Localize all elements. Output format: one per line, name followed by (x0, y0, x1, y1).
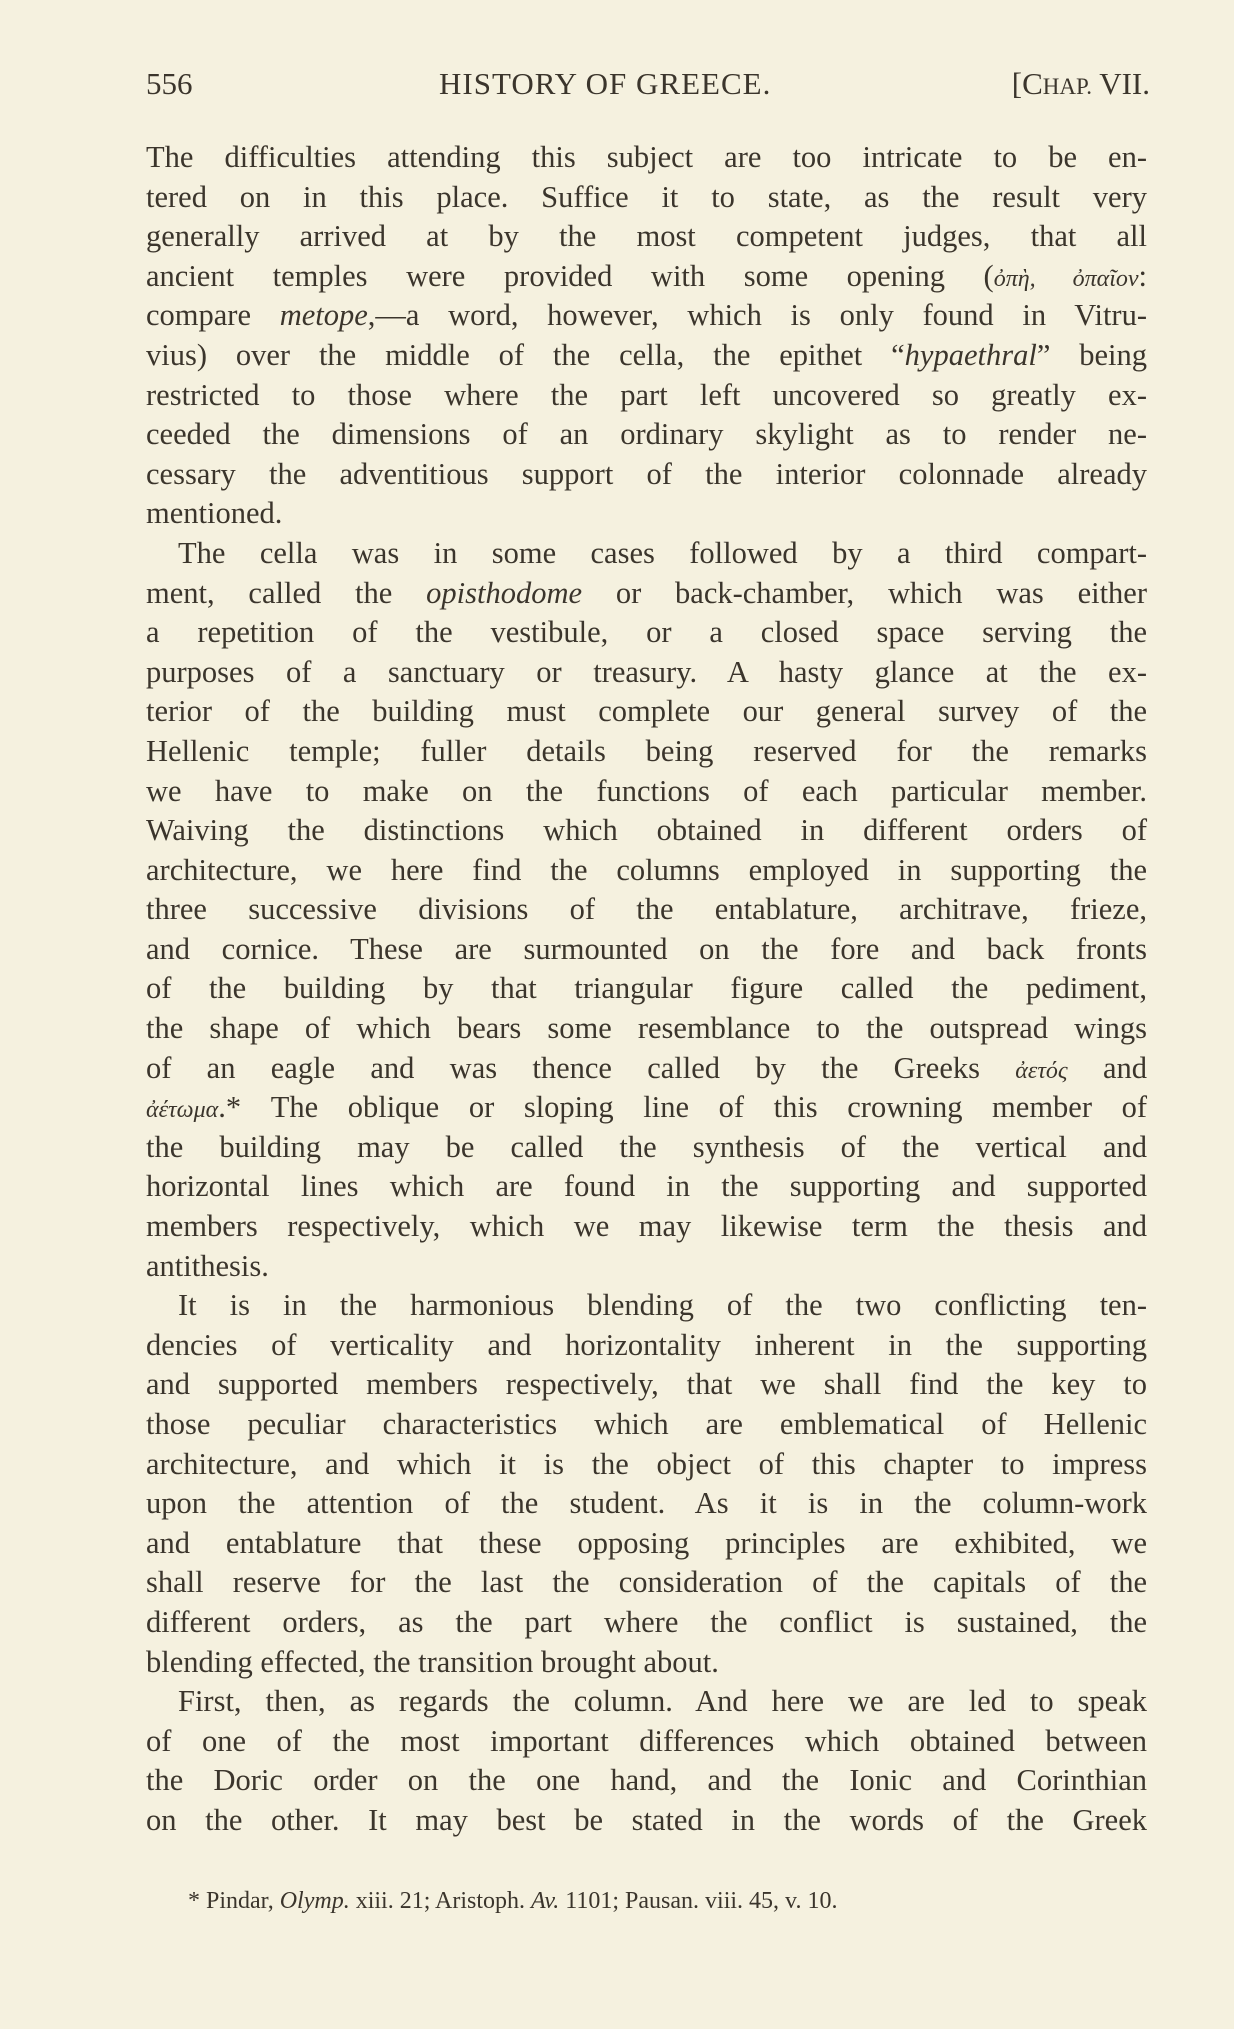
text-line (146, 772, 1147, 812)
text-run: ” being (1036, 337, 1147, 372)
text-line (146, 217, 1147, 257)
text-run: compare (146, 298, 280, 333)
text-run: First, then, as regards the column. And here we are led to speak (178, 1684, 1147, 1719)
text-run: The difficulties attending this subject are too intricate to be en- (146, 140, 1147, 174)
text-line (146, 1643, 1147, 1683)
text-run: ceeded the dimensions of an ordinary skylight as to render ne- (146, 417, 1147, 452)
text-run: dencies of verticality and horizontality inherent in the supporting (146, 1327, 1147, 1362)
text-run: on the other. It may best be stated in the words of the Greek (146, 1802, 1147, 1837)
text-line (146, 1167, 1147, 1207)
text-line (146, 1088, 1147, 1128)
text-line (146, 336, 1147, 376)
running-title: HISTORY OF GREECE. (439, 66, 772, 101)
chapter-word: HAP. (1042, 74, 1093, 99)
text-line (146, 1049, 1147, 1089)
text-line (146, 1484, 1147, 1524)
text-run: and supported members respectively, that we shall find the key to (146, 1367, 1147, 1402)
text-line (146, 1445, 1147, 1485)
italic-text: Olymp. (279, 1888, 350, 1914)
text-run: three successive divisions of the entablature, architrave, frieze, (146, 892, 1147, 927)
page-number: 556 (146, 66, 193, 101)
text-line (146, 574, 1147, 614)
text-line (146, 1761, 1147, 1801)
text-run: ancient temples were provided with some opening ( (146, 258, 994, 293)
text-line (146, 257, 1147, 297)
text-line (146, 1563, 1147, 1603)
text-run: those peculiar characteristics which are emblematical of Hellenic (146, 1407, 1147, 1441)
text-run: members respectively, which we may likewise term the thesis and (146, 1209, 1147, 1244)
text-run: the Doric order on the one hand, and the Ionic and Corinthian (146, 1763, 1147, 1798)
text-run: ment, called the (146, 575, 427, 610)
text-run: architecture, we here find the columns employed in supporting the (146, 852, 1147, 887)
text-line (146, 1128, 1147, 1168)
text-line (146, 1722, 1147, 1762)
text-run: mentioned. (146, 496, 283, 531)
text-line (146, 692, 1147, 732)
text-line (146, 930, 1147, 970)
text-run: generally arrived at by the most competent judges, that all (146, 219, 1147, 254)
text-run: upon the attention of the student. As it is in the column-work (146, 1486, 1147, 1521)
text-line (146, 1207, 1147, 1247)
text-run: or back-chamber, which was either (582, 575, 1148, 610)
italic-text: metope (279, 298, 368, 333)
chapter-number: VII. (1092, 66, 1150, 101)
text-line (146, 613, 1147, 653)
italic-text: hypaethral (904, 337, 1037, 372)
text-run: and (1067, 1050, 1147, 1085)
text-line (146, 890, 1147, 930)
text-line (146, 1326, 1147, 1366)
text-line (146, 969, 1147, 1009)
text-run: horizontal lines which are found in the supporting and supported (146, 1169, 1147, 1204)
text-run: architecture, and which it is the object of this chapter to impress (146, 1446, 1147, 1481)
text-line (146, 494, 1147, 534)
text-run: The cella was in some cases followed by a third compart- (178, 535, 1147, 570)
text-line (146, 178, 1147, 218)
text-line (146, 1524, 1147, 1564)
text-run: : (1138, 258, 1147, 293)
text-run: shall reserve for the last the consideration of the capitals of the (146, 1565, 1147, 1600)
chapter-label (1012, 66, 1150, 102)
text-line (146, 811, 1147, 851)
text-run: antithesis. (146, 1248, 269, 1283)
italic-text: opisthodome (426, 575, 583, 610)
text-run: terior of the building must complete our general survey of the (146, 694, 1147, 729)
text-run: the building may be called the synthesis of the vertical and (146, 1129, 1147, 1164)
text-line (146, 415, 1147, 455)
text-run: cessary the adventitious support of the interior colonnade already (146, 456, 1147, 491)
text-run: the shape of which bears some resemblance to the outspread wings (146, 1011, 1147, 1046)
text-run: 1101; Pausan. viii. 45, v. 10. (559, 1888, 838, 1914)
text-run: of an eagle and was thence called by the Greeks (146, 1050, 1016, 1085)
text-line (146, 1682, 1147, 1722)
text-line (146, 1603, 1147, 1643)
text-line (146, 138, 1147, 178)
text-run: It is in the harmonious blending of the two conflicting ten- (178, 1288, 1147, 1323)
chapter-prefix: [C (1011, 66, 1043, 101)
text-line (146, 296, 1147, 336)
text-line (146, 455, 1147, 495)
text-run: .* The oblique or sloping line of this crowning member of (218, 1090, 1147, 1125)
text-run: vius) over the middle of the cella, the epithet “ (146, 337, 905, 372)
greek-word: ὀπὴ, ὀπαῖον (993, 265, 1139, 292)
footnote (188, 1888, 837, 1915)
text-line (146, 1405, 1147, 1445)
greek-word: ἀετός (1015, 1057, 1068, 1084)
text-run: Hellenic temple; fuller details being reserved for the remarks (146, 733, 1147, 768)
text-run: of one of the most important differences which obtained between (146, 1723, 1147, 1758)
text-run: purposes of a sanctuary or treasury. A hasty glance at the ex- (146, 654, 1147, 689)
text-run: blending effected, the transition brought about. (146, 1644, 719, 1679)
text-run: xiii. 21; Aristoph. (349, 1888, 532, 1914)
text-line (146, 1365, 1147, 1405)
text-line (146, 851, 1147, 891)
text-run: a repetition of the vestibule, or a closed space serving the (146, 615, 1147, 650)
text-run: we have to make on the functions of each particular member. (146, 773, 1147, 808)
text-line (146, 653, 1147, 693)
text-line (146, 1286, 1147, 1326)
text-run: tered on in this place. Suffice it to state, as the result very (146, 179, 1147, 214)
greek-word: ἀέτωμα (146, 1097, 219, 1124)
text-run: and entablature that these opposing principles are exhibited, we (146, 1525, 1147, 1560)
text-run: restricted to those where the part left uncovered so greatly ex- (146, 377, 1147, 412)
text-line (146, 1009, 1147, 1049)
text-run: ,—a word, however, which is only found in Vitru- (367, 298, 1147, 333)
text-run: of the building by that triangular figure called the pediment, (146, 971, 1147, 1006)
running-header (146, 66, 1150, 110)
text-run: and cornice. These are surmounted on the fore and back fronts (146, 931, 1147, 966)
text-run: * Pindar, (188, 1888, 280, 1914)
text-run: Waiving the distinctions which obtained in different orders of (146, 813, 1147, 848)
body-text (146, 138, 1147, 1841)
italic-text: Av. (531, 1888, 560, 1914)
text-line (146, 534, 1147, 574)
text-run: different orders, as the part where the conflict is sustained, the (146, 1604, 1147, 1639)
text-line (146, 732, 1147, 772)
text-line (146, 1801, 1147, 1841)
text-line (146, 1247, 1147, 1287)
text-line (146, 376, 1147, 416)
